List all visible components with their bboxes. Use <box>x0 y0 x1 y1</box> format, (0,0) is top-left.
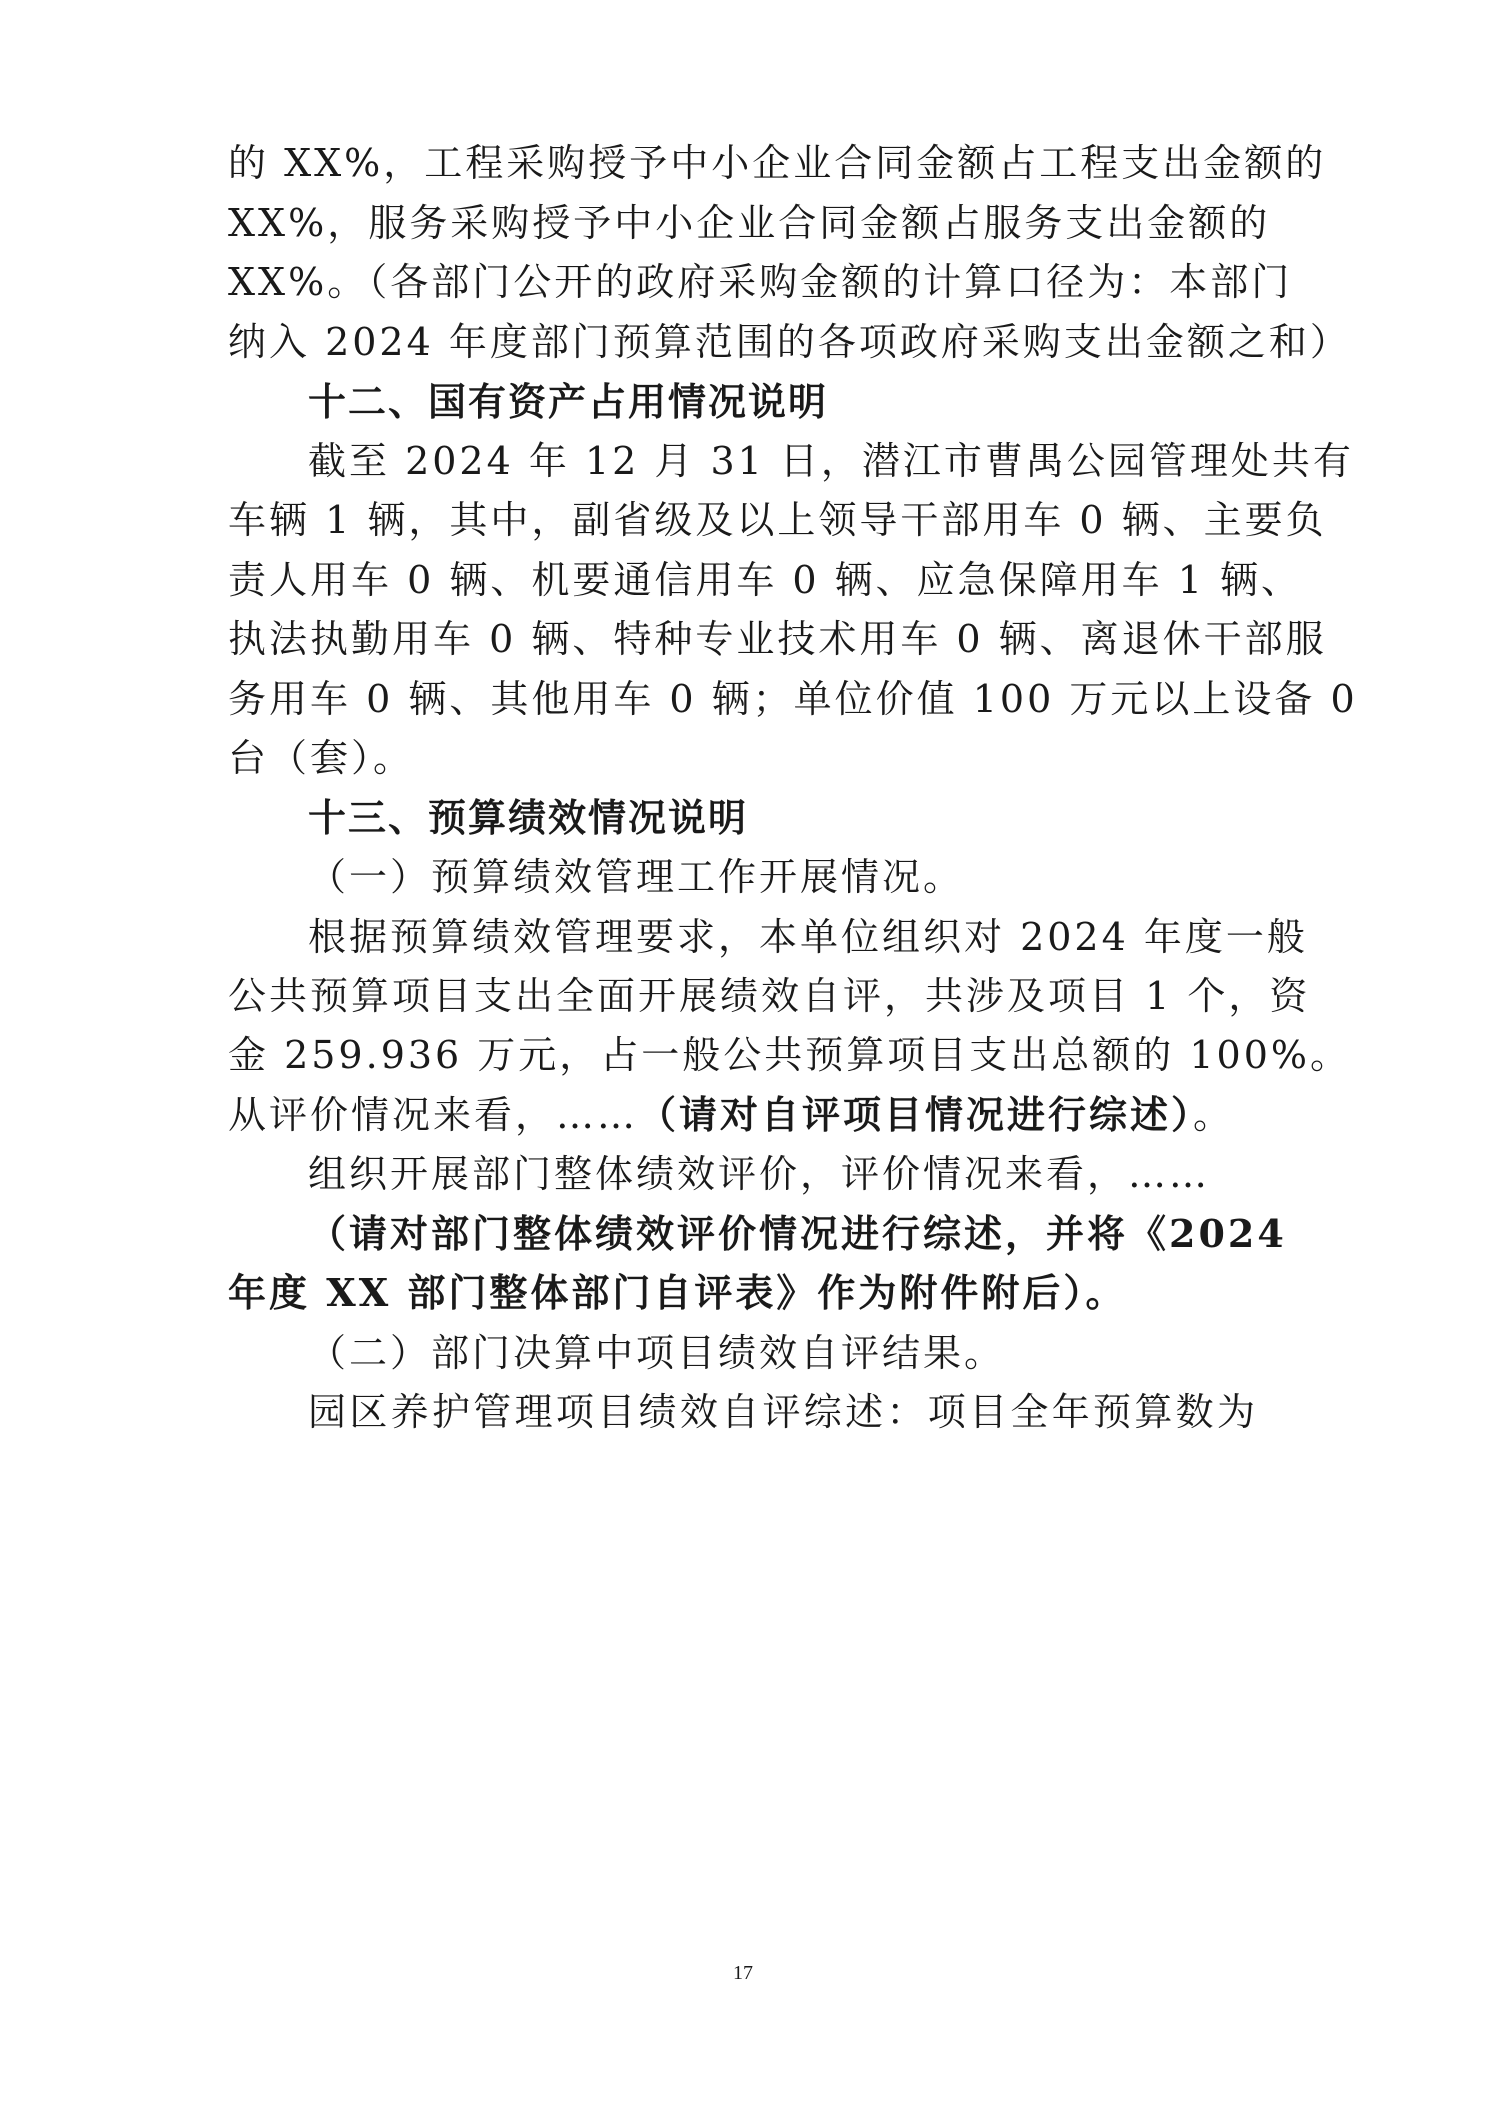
paragraph-text: 。 <box>1193 1093 1235 1137</box>
paragraph-line <box>228 1263 1258 1323</box>
page-number: 17 <box>733 1962 753 1984</box>
paragraph-line: 公共预算项目支出全面开展绩效自评，共涉及项目 1 个，资 <box>228 974 1311 1018</box>
subsection-heading-1: （一）预算绩效管理工作开展情况。 <box>308 855 965 899</box>
section-heading-13: 十三、预算绩效情况说明 <box>308 796 749 840</box>
paragraph-line: 执法执勤用车 0 辆、特种专业技术用车 0 辆、离退休干部服 <box>228 617 1327 661</box>
subsection-heading-2: （二）部门决算中项目绩效自评结果。 <box>308 1331 1006 1375</box>
instruction-note: （请对自评项目情况进行综述） <box>638 1092 1194 1137</box>
paragraph-line: 金 259.936 万元，占一般公共预算项目支出总额的 100%。 <box>228 1033 1352 1077</box>
paragraph-line: 根据预算绩效管理要求，本单位组织对 2024 年度一般 <box>308 915 1308 959</box>
section-heading-12: 十二、国有资产占用情况说明 <box>308 380 829 424</box>
paragraph-line: 组织开展部门整体绩效评价，评价情况来看，…… <box>308 1152 1211 1196</box>
paragraph-line: 车辆 1 辆，其中，副省级及以上领导干部用车 0 辆、主要负 <box>228 498 1327 542</box>
paragraph-line: 园区养护管理项目绩效自评综述：项目全年预算数为 <box>308 1390 1258 1434</box>
paragraph-line: XX%，服务采购授予中小企业合同金额占服务支出金额的 <box>228 201 1271 245</box>
instruction-note: 年度 XX 部门整体部门自评表》作为附件附后） <box>228 1270 1086 1315</box>
paragraph-line: 台（套）。 <box>228 736 415 780</box>
instruction-note: （请对部门整体绩效评价情况进行综述，并将《2024 <box>308 1211 1287 1256</box>
paragraph-line <box>228 1085 1258 1145</box>
paragraph-line: 责人用车 0 辆、机要通信用车 0 辆、应急保障用车 1 辆、 <box>228 558 1303 602</box>
paragraph-line: 截至 2024 年 12 月 31 日，潜江市曹禺公园管理处共有 <box>308 439 1354 483</box>
paragraph-text: 。 <box>1085 1270 1127 1315</box>
paragraph-text: 从评价情况来看，…… <box>228 1093 639 1137</box>
paragraph-line: 务用车 0 辆、其他用车 0 辆；单位价值 100 万元以上设备 0 <box>228 677 1358 721</box>
paragraph-line: 的 XX%，工程采购授予中小企业合同金额占工程支出金额的 <box>228 141 1327 185</box>
paragraph-line: 纳入 2024 年度部门预算范围的各项政府采购支出金额之和） <box>228 320 1351 364</box>
paragraph-line: XX%。（各部门公开的政府采购金额的计算口径为：本部门 <box>228 260 1293 304</box>
